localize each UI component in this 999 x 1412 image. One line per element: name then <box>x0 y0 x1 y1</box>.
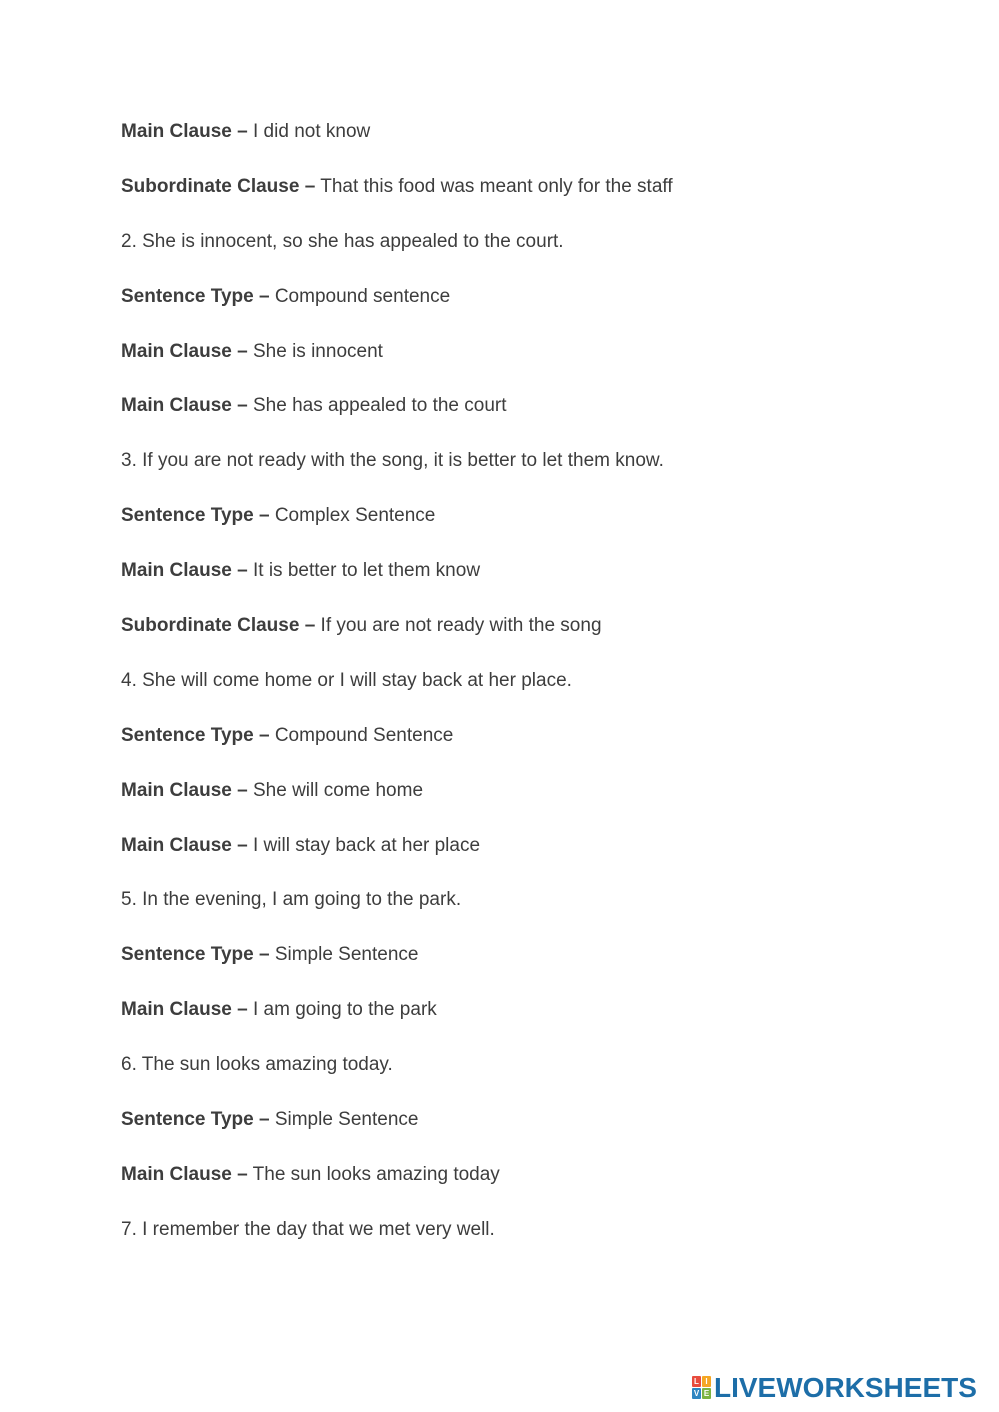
answer-text: Simple Sentence <box>269 944 419 966</box>
answer-label: Subordinate Clause – <box>121 175 316 197</box>
answer-line <box>121 999 921 1054</box>
answer-label: Main Clause – <box>121 834 248 856</box>
question-line <box>121 231 921 286</box>
answer-line <box>121 1164 921 1219</box>
answer-label: Main Clause – <box>121 560 248 582</box>
question-line <box>121 450 921 505</box>
answer-text: If you are not ready with the song <box>315 615 602 637</box>
answer-text: The sun looks amazing today <box>247 1163 500 1185</box>
liveworksheets-logo-icon <box>692 1376 712 1400</box>
question-text: 5. In the evening, I am going to the park. <box>121 889 462 911</box>
question-line <box>121 670 921 725</box>
answer-label: Sentence Type – <box>121 944 270 966</box>
question-line <box>121 889 921 944</box>
question-text: 3. If you are not ready with the song, it is better to let them know. <box>121 450 664 472</box>
logo-square-v: V <box>693 1389 700 1398</box>
answer-line <box>121 286 921 341</box>
answer-line <box>121 615 921 670</box>
question-text: 6. The sun looks amazing today. <box>121 1054 393 1076</box>
answer-text: Compound sentence <box>269 285 451 307</box>
question-line <box>121 1054 921 1109</box>
answer-line <box>121 944 921 999</box>
answer-label: Sentence Type – <box>121 1109 270 1131</box>
answer-line <box>121 395 921 450</box>
answer-text: Simple Sentence <box>269 1109 419 1131</box>
answer-text: I am going to the park <box>247 999 437 1021</box>
question-text: 2. She is innocent, so she has appealed to the court. <box>121 230 564 252</box>
answer-line <box>121 1109 921 1164</box>
answer-label: Main Clause – <box>121 340 248 362</box>
answer-line <box>121 835 921 890</box>
answer-label: Main Clause – <box>121 121 248 142</box>
answer-text: She will come home <box>247 779 424 801</box>
answer-text: She has appealed to the court <box>247 395 507 417</box>
answer-text: It is better to let them know <box>247 560 481 582</box>
answer-line <box>121 341 921 396</box>
liveworksheets-logo-text: LIVEWORKSHEETS <box>714 1372 977 1403</box>
logo-square-e: E <box>703 1389 710 1398</box>
question-text: 7. I remember the day that we met very well. <box>121 1218 495 1240</box>
answer-label: Sentence Type – <box>121 285 270 307</box>
answer-text: I did not know <box>247 121 371 142</box>
question-text: 4. She will come home or I will stay back at her place. <box>121 669 572 691</box>
answer-label: Subordinate Clause – <box>121 615 316 637</box>
answer-label: Main Clause – <box>121 395 248 417</box>
answer-label: Sentence Type – <box>121 724 270 746</box>
answer-text: That this food was meant only for the staff <box>315 175 673 197</box>
answer-label: Main Clause – <box>121 779 248 801</box>
answer-line <box>121 780 921 835</box>
answer-label: Sentence Type – <box>121 505 270 527</box>
answer-line <box>121 505 921 560</box>
worksheet-content <box>121 121 921 1274</box>
logo-square-l: L <box>692 1376 701 1387</box>
answer-line <box>121 176 921 231</box>
answer-text: I will stay back at her place <box>247 834 481 856</box>
answer-line <box>121 725 921 780</box>
answer-line <box>121 560 921 615</box>
logo-square-i: I <box>702 1376 711 1387</box>
liveworksheets-logo <box>692 1374 977 1402</box>
answer-text: She is innocent <box>247 340 383 362</box>
answer-text: Compound Sentence <box>269 724 454 746</box>
answer-text: Complex Sentence <box>269 505 436 527</box>
answer-label: Main Clause – <box>121 999 248 1021</box>
answer-label: Main Clause – <box>121 1163 248 1185</box>
answer-line <box>121 121 921 176</box>
question-line <box>121 1219 921 1274</box>
